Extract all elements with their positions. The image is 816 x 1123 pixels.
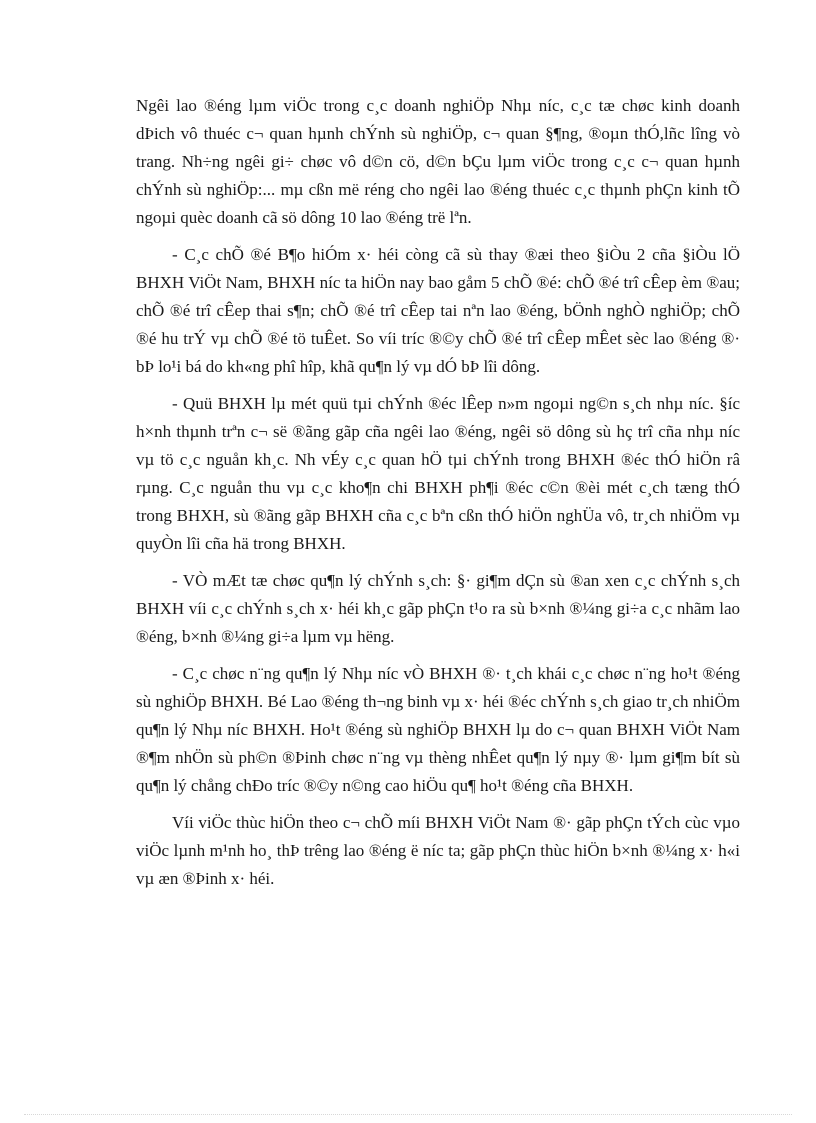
page-bottom-divider <box>24 1114 792 1115</box>
document-page <box>136 92 740 902</box>
paragraph-3: - Quü BHXH lµ mét quü tµi chÝnh ®éc lÊep n»m ngoµi ng©n s¸ch nhµ níc. §íc h×nh thµnh trªn c¬ së ®ãng gãp cña ngêi lao ®éng, ngêi sö dông sù hç trî cña nhµ níc vµ tö c¸c nguån kh¸c. Nh vÉy c¸c quan hÖ tµi chÝnh trong BHXH ®éc thÓ hiÖn râ rµng. C¸c nguån thu vµ c¸c kho¶n chi BHXH ph¶i ®éc c©n ®èi mét c¸ch tæng thÓ trong BHXH, sù ®ãng gãp BHXH cña c¸c bªn cßn thÓ hiÖn nghÜa vô, tr¸ch nhiÖm vµ quyÒn lîi cña hä trong BHXH. <box>136 394 740 553</box>
paragraph-5: - C¸c chøc n¨ng qu¶n lý Nhµ níc vÒ BHXH ®· t¸ch khái c¸c chøc n¨ng ho¹t ®éng sù nghiÖp BHXH. Bé Lao ®éng th¬ng binh vµ x· héi ®éc chÝnh s¸ch giao tr¸ch nhiÖm qu¶n lý Nhµ níc BHXH. Ho¹t ®éng sù nghiÖp BHXH lµ do c¬ quan BHXH ViÖt Nam ®¶m nhÖn sù ph©n ®Þinh chøc n¨ng vµ thèng nhÊet qu¶n lý nµy ®· lµm gi¶m bít sù qu¶n lý chång chÐo tríc ®©y n©ng cao hiÖu qu¶ ho¹t ®éng cña BHXH. <box>136 664 740 795</box>
paragraph-6: Víi viÖc thùc hiÖn theo c¬ chÕ míi BHXH ViÖt Nam ®· gãp phÇn tÝch cùc vµo viÖc lµnh m¹nh ho¸ thÞ trêng lao ®éng ë níc ta; gãp phÇn thùc hiÖn b×nh ®¼ng x· h«i vµ æn ®Þinh x· héi. <box>136 813 740 888</box>
paragraph-2: - C¸c chÕ ®é B¶o hiÓm x· héi còng cã sù thay ®æi theo §iÒu 2 cña §iÒu lÖ BHXH ViÖt Nam, BHXH níc ta hiÖn nay bao gåm 5 chÕ ®é: chÕ ®é trî cÊep èm ®au; chÕ ®é trî cÊep thai s¶n; chÕ ®é trî cÊep tai nªn lao ®éng, bÖnh nghÒ nghiÖp; chÕ ®é hu trÝ vµ chÕ ®é tö tuÊet. So víi tríc ®©y chÕ ®é trî cÊep mÊet sèc lao ®éng ®· bÞ lo¹i bá do kh«ng phî hîp, khã qu¶n lý vµ dÓ bÞ lîi dông. <box>136 245 740 376</box>
paragraph-1: Ngêi lao ®éng lµm viÖc trong c¸c doanh nghiÖp Nhµ níc, c¸c tæ chøc kinh doanh dÞich vô thuéc c¬ quan hµnh chÝnh sù nghiÖp, c¬ quan §¶ng, ®oµn thÓ,lñc lîng vò trang. Nh÷ng ngêi gi÷ chøc vô d©n cö, d©n bÇu lµm viÖc trong c¸c c¬ quan hµnh chÝnh sù nghiÖp:... mµ cßn më réng cho ngêi lao ®éng thuéc c¸c thµnh phÇn kinh tÕ ngoµi quèc doanh cã sö dông 10 lao ®éng trë lªn. <box>136 96 740 227</box>
paragraph-4: - VÒ mÆt tæ chøc qu¶n lý chÝnh s¸ch: §· gi¶m dÇn sù ®an xen c¸c chÝnh s¸ch BHXH víi c¸c chÝnh s¸ch x· héi kh¸c gãp phÇn t¹o ra sù b×nh ®¼ng gi÷a c¸c nhãm lao ®éng, b×nh ®¼ng gi÷a lµm vµ hëng. <box>136 571 740 646</box>
